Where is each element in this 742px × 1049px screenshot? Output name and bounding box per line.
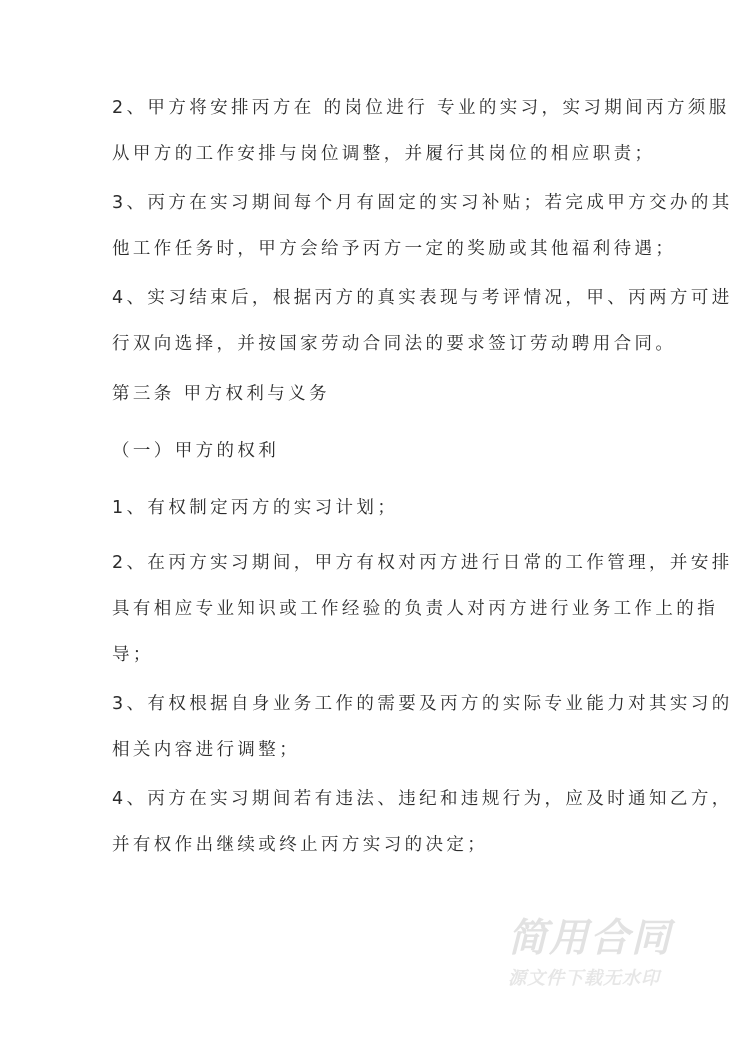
section-1-heading: （一）甲方的权利 (112, 441, 280, 461)
right-2-line-2: 具有相应专业知识或工作经验的负责人对丙方进行业务工作上的指 (112, 599, 719, 619)
clause-4-line-1: 4、实习结束后，根据丙方的真实表现与考评情况，甲、丙两方可进 (112, 288, 733, 308)
watermark-title: 简用合同 (508, 916, 673, 961)
right-1-line-1: 1、有权制定丙方的实习计划； (112, 498, 399, 518)
watermark-subtitle: 源文件下载无水印 (508, 968, 660, 989)
article-3-heading: 第三条 甲方权利与义务 (112, 384, 330, 404)
right-3-line-1: 3、有权根据自身业务工作的需要及丙方的实际专业能力对其实习的 (112, 694, 733, 714)
clause-2-line-2: 从甲方的工作安排与岗位调整，并履行其岗位的相应职责； (112, 144, 656, 164)
right-2-line-1: 2、在丙方实习期间，甲方有权对丙方进行日常的工作管理，并安排 (112, 553, 733, 573)
right-4-line-1: 4、丙方在实习期间若有违法、违纪和违规行为，应及时通知乙方， (112, 789, 733, 809)
clause-2-line-1: 2、甲方将安排丙方在 的岗位进行 专业的实习，实习期间丙方须服 (112, 98, 730, 118)
watermark (508, 916, 698, 990)
right-3-line-2: 相关内容进行调整； (112, 740, 301, 760)
clause-4-line-2: 行双向选择，并按国家劳动合同法的要求签订劳动聘用合同。 (112, 334, 677, 354)
right-2-line-3: 导； (112, 645, 154, 665)
clause-3-line-2: 他工作任务时，甲方会给予丙方一定的奖励或其他福利待遇； (112, 239, 677, 259)
right-4-line-2: 并有权作出继续或终止丙方实习的决定； (112, 835, 489, 855)
clause-3-line-1: 3、丙方在实习期间每个月有固定的实习补贴；若完成甲方交办的其 (112, 193, 733, 213)
